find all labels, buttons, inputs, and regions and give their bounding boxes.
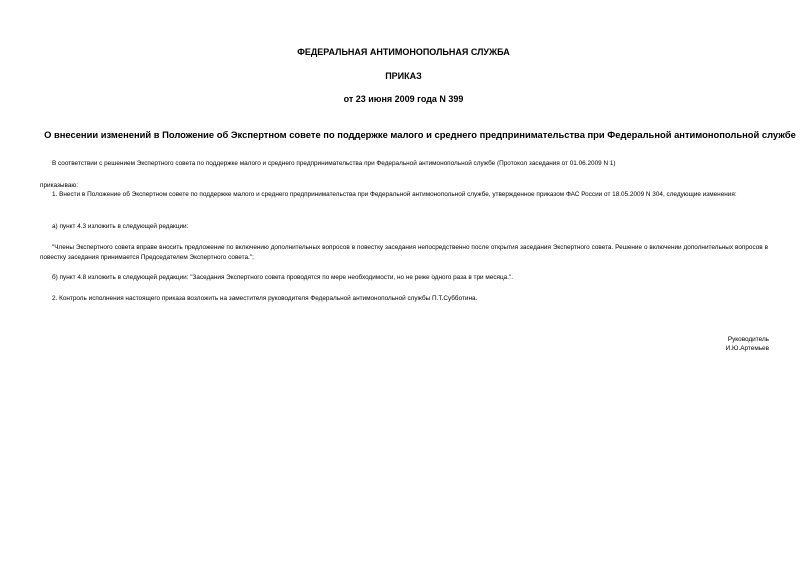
order-word: приказываю: [40,182,78,189]
signature-position: Руководитель [727,336,769,343]
item-a-quote-paragraph: "Члены Экспертного совета вправе вносить предложение по включению дополнительных вопросов в повестку заседания непосредственно после открытия заседания Экспертного совета. Решение о включении дополнительных вопросов в повестку заседания принимается Председателем Экспертного совета."; [40,244,768,261]
item-1-paragraph: 1. Внести в Положение об Экспертном совете по поддержке малого и среднего предпринимательства при Федеральной антимонопольной службе, утвержденное приказом ФАС России от 18.05.2009 N 304, следующие изменения: [52,191,737,198]
item-b-paragraph: б) пункт 4.8 изложить в следующей редакции: "Заседания Экспертного совета проводятся по мере необходимости, но не реже одного раза в три месяца.". [52,274,514,281]
preamble-paragraph: В соответствии с решением Экспертного совета по поддержке малого и среднего предпринимательства при Федеральной антимонопольной службе (Протокол заседания от 01.06.2009 N 1) [52,160,616,167]
document-type-heading: ПРИКАЗ [385,71,422,81]
document-title: О внесении изменений в Положение об Экспертном совете по поддержке малого и среднего предпринимательства при Федеральной антимонопольной службе [44,129,796,140]
item-2-paragraph: 2. Контроль исполнения настоящего приказа возложить на заместителя руководителя Федеральной антимонопольной службы П.Т.Субботина. [52,295,478,302]
agency-heading: ФЕДЕРАЛЬНАЯ АНТИМОНОПОЛЬНАЯ СЛУЖБА [297,47,510,57]
document-date-number: от 23 июня 2009 года N 399 [343,94,464,104]
item-a-paragraph: а) пункт 4.3 изложить в следующей редакции: [52,223,189,230]
signature-name: И.Ю.Артемьев [725,345,769,352]
